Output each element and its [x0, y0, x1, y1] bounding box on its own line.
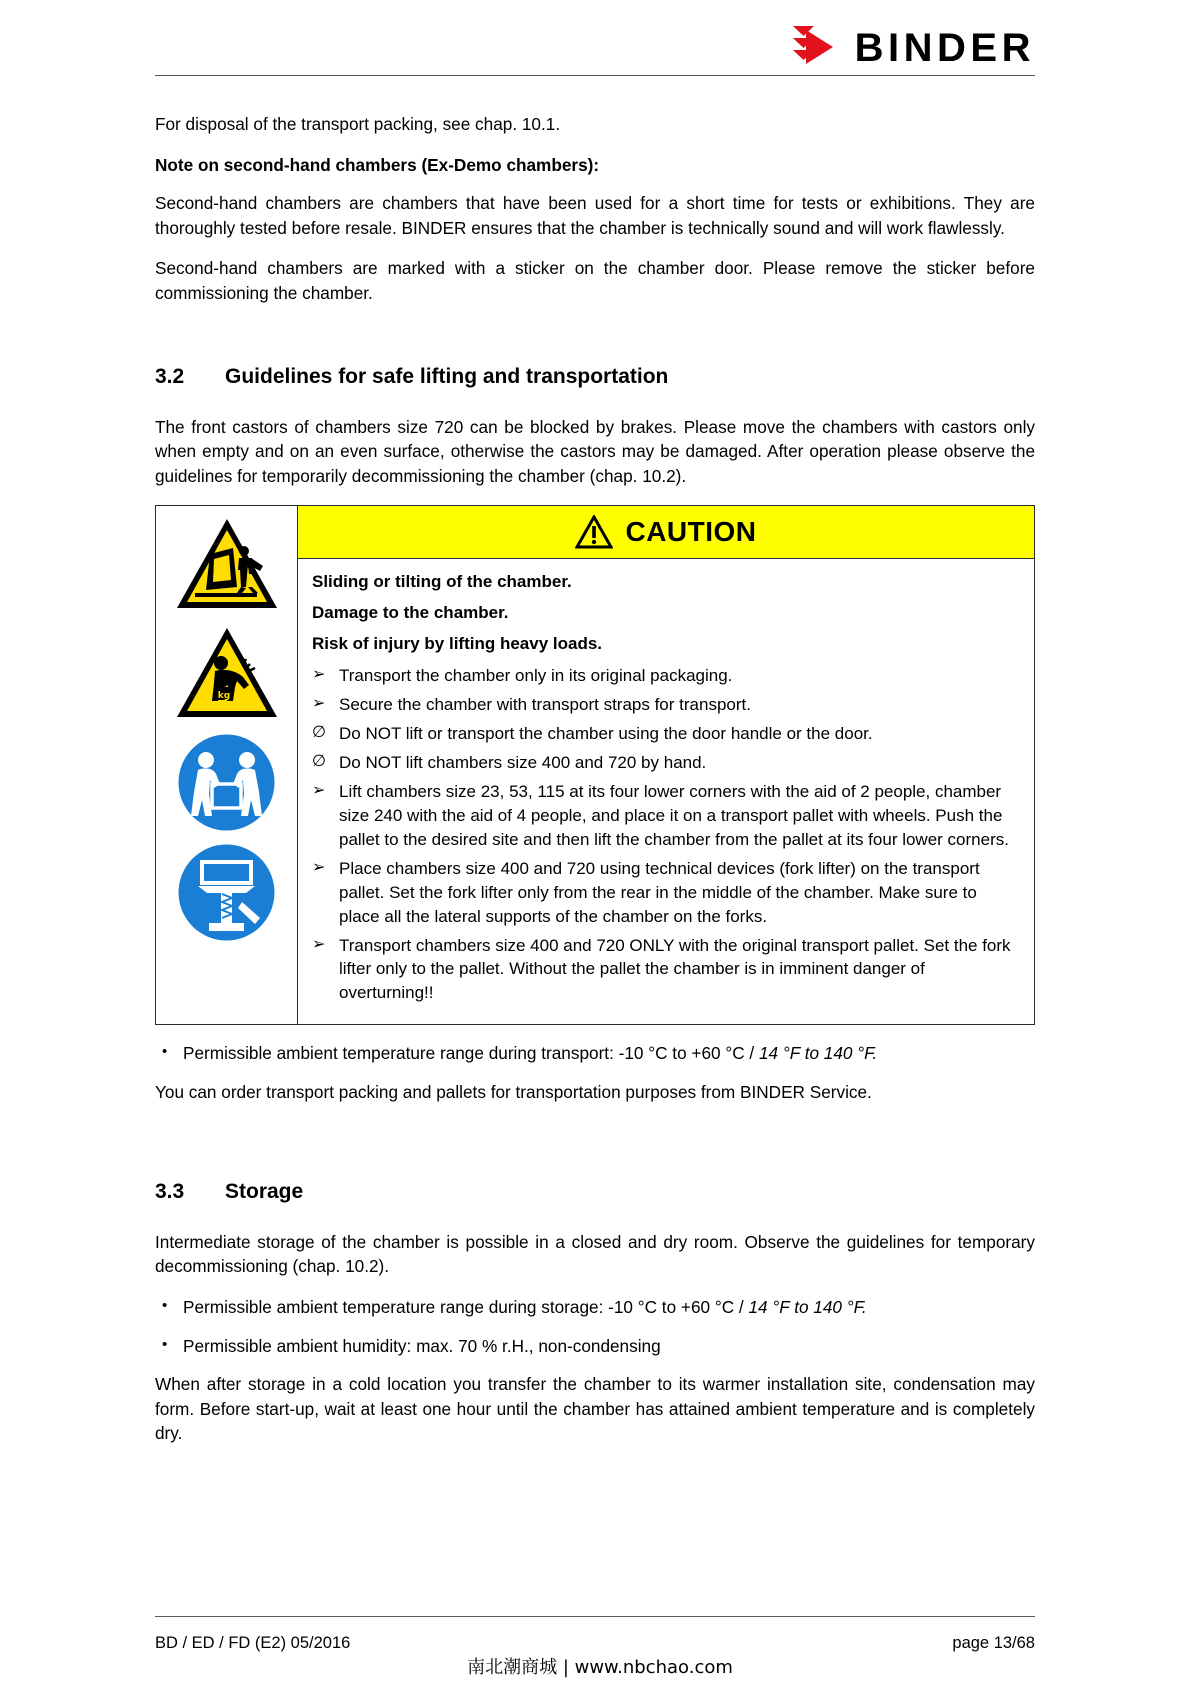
list-text: Secure the chamber with transport straps for transport.	[339, 694, 751, 714]
caution-label: CAUTION	[625, 515, 757, 547]
section-title-3-3: Storage	[225, 1179, 304, 1203]
list-marker: ➢	[312, 781, 326, 799]
list-text: Lift chambers size 23, 53, 115 at its four lower corners with the aid of 2 people, chamber size 240 with the aid of 4 people, and place it on a transport pallet with wheels. Push the pallet to the desired site and then lift the chamber from the pallet at its four lower corners.	[339, 781, 1009, 849]
list-item	[312, 934, 1020, 1006]
spacer	[155, 389, 1035, 415]
caution-heading-1: Sliding or tilting of the chamber.	[312, 571, 572, 591]
transport-temperature-list	[155, 1041, 1035, 1066]
list-item	[312, 693, 1020, 717]
list-text-plain: Permissible ambient temperature range during storage: -10 °C to +60 °C /	[183, 1296, 749, 1317]
spacer	[155, 1025, 1035, 1041]
list-marker: ➢	[312, 935, 326, 953]
list-text	[183, 1041, 1035, 1066]
list-text: Do NOT lift or transport the chamber using the door handle or the door.	[339, 723, 873, 743]
section-3-3-closing: When after storage in a cold location you transfer the chamber to its warmer installation site, condensation may form. Before start-up, wait at least one hour until the chamber has attained ambient temperature and is completely dry.	[155, 1374, 1035, 1444]
spacer	[155, 322, 1035, 364]
caution-banner	[298, 506, 1034, 559]
section-heading-3-2	[155, 364, 1035, 389]
caution-notice-box	[155, 505, 1035, 1026]
caution-heading-3: Risk of injury by lifting heavy loads.	[312, 633, 603, 653]
list-marker: ➢	[312, 694, 326, 712]
list-item	[155, 1041, 1035, 1066]
list-marker: ➢	[312, 858, 326, 876]
section-heading-3-3	[155, 1179, 1035, 1204]
svg-text:kg: kg	[217, 690, 230, 701]
footer-watermark: 南北潮商城 | www.nbchao.com	[467, 1657, 733, 1678]
mandatory-use-lifting-device-icon	[176, 842, 277, 943]
section-title-3-2: Guidelines for safe lifting and transportation	[225, 364, 669, 388]
spacer	[155, 1204, 1035, 1230]
list-item	[155, 1295, 1035, 1320]
list-marker: •	[162, 1296, 168, 1314]
list-item	[312, 751, 1020, 775]
list-text: Do NOT lift chambers size 400 and 720 by hand.	[339, 752, 707, 772]
list-text: Transport chambers size 400 and 720 ONLY with the original transport pallet. Set the fork lifter only to the pallet. Without the pallet the chamber is in imminent danger of overturning!!	[339, 935, 1011, 1003]
list-text-plain: Permissible ambient temperature range during transport: -10 °C to +60 °C /	[183, 1043, 759, 1064]
section-3-2-intro: The front castors of chambers size 720 can be blocked by brakes. Please move the chambers with castors only when empty and on an even surface, otherwise the castors may be damaged. After operation please observe the guidelines for temporarily decommissioning the chamber (chap. 10.2).	[155, 416, 1035, 486]
intro-line: For disposal of the transport packing, see chap. 10.1.	[155, 114, 561, 134]
pictogram-column	[156, 506, 298, 1025]
list-marker: •	[162, 1335, 168, 1353]
list-item	[312, 780, 1020, 852]
list-marker: ∅	[312, 752, 326, 770]
warning-triangle-icon	[575, 515, 613, 549]
list-item	[312, 664, 1020, 688]
list-text-italic: 14 °F to 140 °F.	[758, 1043, 878, 1064]
caution-heading-2: Damage to the chamber.	[312, 602, 509, 622]
list-text: Transport the chamber only in its original packaging.	[339, 665, 733, 685]
order-packing-paragraph: You can order transport packing and pallets for transportation purposes from BINDER Service.	[155, 1082, 872, 1102]
list-item	[312, 857, 1020, 929]
caution-body	[298, 559, 1034, 1025]
binder-wordmark: BINDER	[854, 26, 1035, 70]
section-number-3-2: 3.2	[155, 364, 185, 388]
header-divider	[155, 75, 1035, 76]
caution-instruction-list	[312, 664, 1020, 1006]
page-header	[155, 18, 1035, 78]
list-item	[312, 722, 1020, 746]
list-marker: •	[162, 1043, 168, 1061]
note-paragraph-2: Second-hand chambers are marked with a sticker on the chamber door. Please remove the sticker before commissioning the chamber.	[155, 258, 1035, 303]
list-text	[183, 1334, 1035, 1359]
footer-divider	[155, 1616, 1035, 1617]
caution-main	[298, 506, 1034, 1025]
spacer	[155, 1121, 1035, 1163]
mandatory-two-person-lift-icon	[176, 732, 277, 833]
note-paragraph-1: Second-hand chambers are chambers that have been used for a short time for tests or exhibitions. They are thoroughly tested before resale. BINDER ensures that the chamber is technically sound and will work flawlessly.	[155, 193, 1035, 238]
list-text: Place chambers size 400 and 720 using technical devices (fork lifter) on the transport pallet. Set the fork lifter only from the rear in the middle of the chamber. Make sure to place all the lateral supports of the chamber on the forks.	[339, 858, 980, 926]
list-marker: ➢	[312, 665, 326, 683]
page-content	[155, 112, 1035, 1462]
warning-lifting-heavy-load-icon	[173, 623, 281, 723]
list-marker: ∅	[312, 723, 326, 741]
spacer	[155, 1163, 1035, 1179]
storage-conditions-list	[155, 1295, 1035, 1358]
binder-triangle-arrows-icon	[793, 26, 839, 70]
list-item	[155, 1334, 1035, 1359]
footer-page-number: page 13/68	[952, 1634, 1035, 1652]
section-3-3-intro: Intermediate storage of the chamber is possible in a closed and dry room. Observe the guidelines for temporary decommissioning (chap. 10.2).	[155, 1231, 1035, 1277]
list-text-italic: 14 °F to 140 °F.	[748, 1296, 867, 1317]
section-number-3-3: 3.3	[155, 1179, 185, 1203]
footer-document-code: BD / ED / FD (E2) 05/2016	[155, 1634, 351, 1652]
note-heading: Note on second-hand chambers (Ex-Demo chambers):	[155, 154, 600, 175]
binder-logo	[793, 26, 1035, 70]
list-text-plain: Permissible ambient humidity: max. 70 % r.H., non-condensing	[183, 1335, 661, 1356]
list-text	[183, 1295, 1035, 1320]
warning-tilting-chamber-icon	[173, 514, 281, 614]
page-footer	[155, 1634, 1035, 1653]
